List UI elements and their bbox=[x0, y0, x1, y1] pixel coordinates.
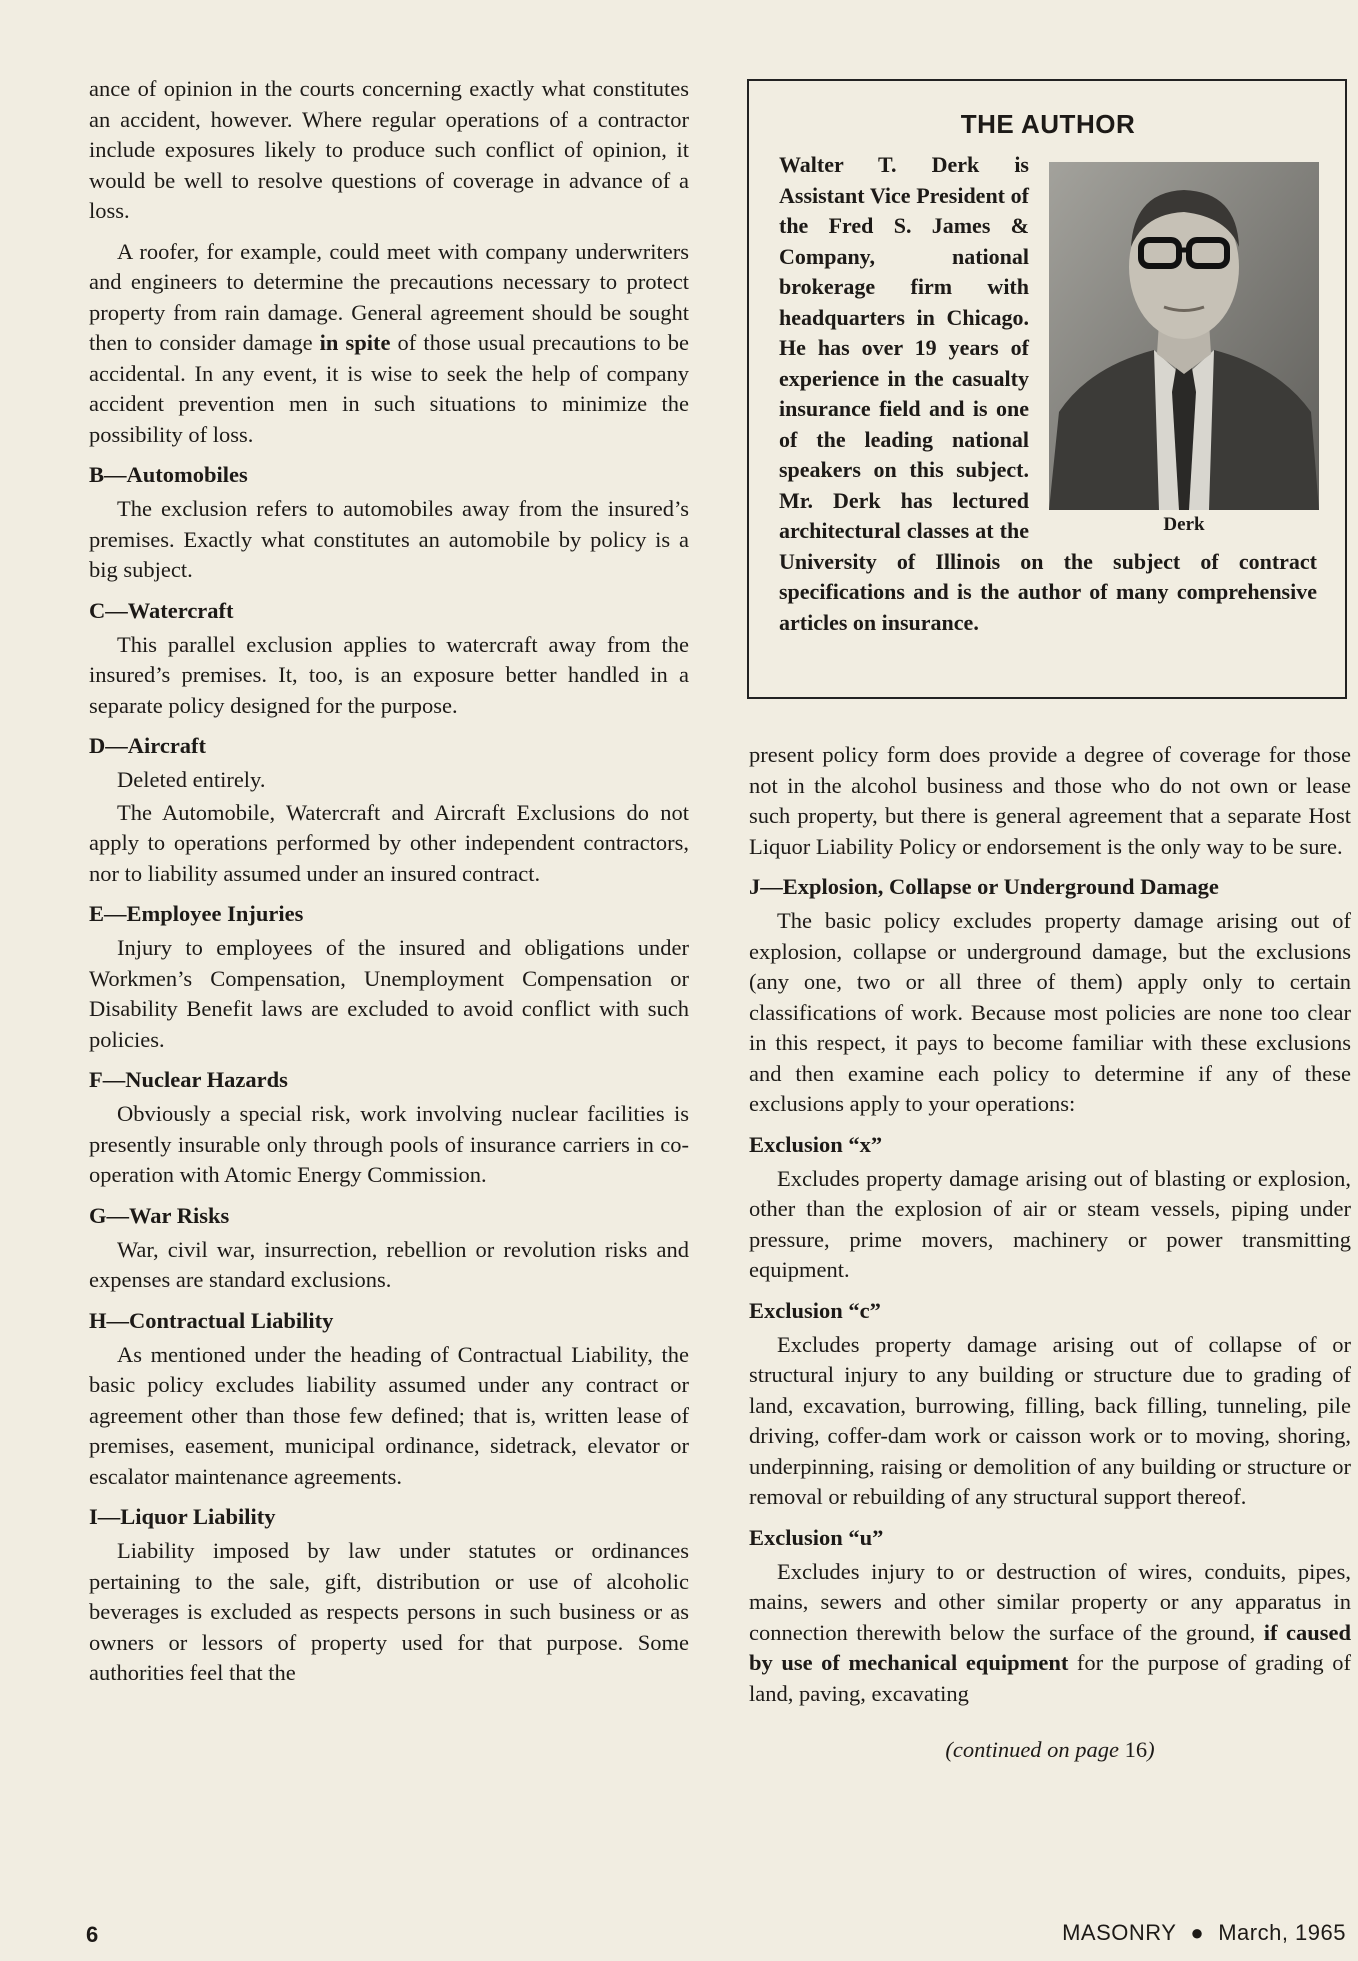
paragraph: Deleted entirely. bbox=[117, 767, 266, 792]
paragraph: ance of opinion in the courts concerning exactly what constitutes an accident, however. Where regular operations of a contractor include exposures likely to produce such conflict of opinion, it would be well to resolve questions of coverage in advance of a loss. bbox=[89, 76, 689, 223]
author-photo bbox=[1049, 162, 1319, 510]
section-heading: Exclusion “x” bbox=[749, 1131, 883, 1157]
emphasis: in spite bbox=[319, 330, 391, 355]
section-heading: B—Automobiles bbox=[89, 462, 248, 487]
emphasis: if caused by use of mechanical equipment bbox=[749, 1619, 1351, 1675]
photo-caption: Derk bbox=[1163, 514, 1205, 535]
section-heading: D—Aircraft bbox=[89, 733, 207, 758]
section-heading: Exclusion “u” bbox=[749, 1524, 884, 1550]
section-heading: G—War Risks bbox=[89, 1202, 230, 1228]
paragraph: The Automobile, Watercraft and Aircraft Exclusions do not apply to operations performed by other independent contractors, nor to liability assumed under an insured contract. bbox=[89, 799, 689, 886]
bullet-icon: ● bbox=[1190, 1920, 1205, 1945]
author-photo-figure bbox=[1049, 162, 1319, 536]
paragraph: A roofer, for example, could meet with company underwriters and engineers to determine the precautions necessary to protect property from rain damage. General agreement should be sought then to consider damage in spite of those usual precautions to be accidental. In any event, it is wise to seek the help of company accident prevention men in such situations to minimize the possibility of loss. bbox=[89, 238, 689, 447]
author-box-title: THE AUTHOR bbox=[960, 109, 1136, 139]
paragraph: Excludes injury to or destruction of wires, conduits, pipes, mains, sewers and other similar property or any apparatus in connection therewith below the surface of the ground, if caused by use of mechanical equipment for the purpose of grading of land, paving, excavating bbox=[749, 1558, 1351, 1706]
paragraph: Excludes property damage arising out of blasting or explosion, other than the explosion of air or steam vessels, piping under pressure, prime movers, machinery or power transmitting equipment. bbox=[749, 1165, 1351, 1282]
left-column bbox=[89, 74, 689, 1699]
page-number: 6 bbox=[86, 1922, 99, 1947]
paragraph: The exclusion refers to automobiles away from the insured’s premises. Exactly what constitutes an automobile by policy is a big subject. bbox=[89, 496, 689, 582]
section-heading: J—Explosion, Collapse or Underground Damage bbox=[749, 874, 1219, 899]
portrait-image bbox=[1049, 162, 1319, 510]
section-heading: I—Liquor Liability bbox=[89, 1504, 276, 1529]
paragraph: The basic policy excludes property damage arising out of explosion, collapse or underground damage, but the exclusions (any one, two or all three of them) apply only to certain classifications of work. Because most policies are none too clear in this respect, it pays to become familiar with these exclusions and then examine each policy to determine if any of these exclusions apply to your operations: bbox=[749, 908, 1351, 1116]
paragraph: Obviously a special risk, work involving nuclear facilities is presently insurable only through pools of insurance carriers in co-operation with Atomic Energy Commission. bbox=[89, 1101, 689, 1187]
paragraph: Injury to employees of the insured and obligations under Workmen’s Compensation, Unemployment Compensation or Disability Benefit laws are excluded to avoid conflict with such policies. bbox=[89, 935, 689, 1052]
paragraph: present policy form does provide a degree of coverage for those not in the alcohol business and those who do not own or lease such property, but there is general agreement that a separate Host Liquor Liability Policy or endorsement is the only way to be sure. bbox=[749, 742, 1351, 859]
section-heading: E—Employee Injuries bbox=[89, 901, 304, 926]
paragraph: As mentioned under the heading of Contractual Liability, the basic policy excludes liability assumed under any contract or agreement other than those few defined; that is, written lease of premises, easement, municipal ordinance, sidetrack, elevator or escalator maintenance agreements. bbox=[89, 1341, 689, 1489]
section-heading: C—Watercraft bbox=[89, 597, 234, 623]
author-box bbox=[747, 79, 1347, 699]
paragraph: This parallel exclusion applies to watercraft away from the insured’s premises. It, too, is an exposure better handled in a separate policy designed for the purpose. bbox=[89, 631, 689, 718]
paragraph: War, civil war, insurrection, rebellion or revolution risks and expenses are standard exclusions. bbox=[89, 1236, 689, 1292]
section-heading: Exclusion “c” bbox=[749, 1297, 881, 1323]
magazine-title: MASONRY bbox=[1062, 1920, 1177, 1945]
paragraph: Liability imposed by law under statutes or ordinances pertaining to the sale, gift, distribution or use of alcoholic beverages is excluded as respects persons in such business or as owners or lessors of property used for that purpose. Some authorities feel that the bbox=[89, 1538, 689, 1685]
right-column bbox=[749, 740, 1351, 1776]
issue-date: March, 1965 bbox=[1218, 1920, 1346, 1945]
magazine-footer bbox=[1062, 1920, 1346, 1946]
section-heading: F—Nuclear Hazards bbox=[89, 1067, 288, 1092]
continued-note: (continued on page 16) bbox=[945, 1737, 1155, 1762]
section-heading: H—Contractual Liability bbox=[89, 1307, 334, 1333]
paragraph: Excludes property damage arising out of collapse of or structural injury to any building or structure due to grading of land, excavation, burrowing, filling, back filling, tunneling, pile driving, coffer-dam work or caisson work or to moving, shoring, underpinning, raising or demolition of any building or structure or removal or rebuilding of any structural support thereof. bbox=[749, 1331, 1351, 1509]
author-bio: Walter T. Derk is Assistant Vice President of the Fred S. James & Company, national brokerage firm with headquarters in Chicago. He has over 19 years of experience in the casualty insurance field and is one of the leading national speakers on this subject. Mr. Derk has lectured architectural classes at the University of Illinois on the subject of contract specifications and is the author of many comprehensive articles on insurance. bbox=[779, 152, 1317, 635]
